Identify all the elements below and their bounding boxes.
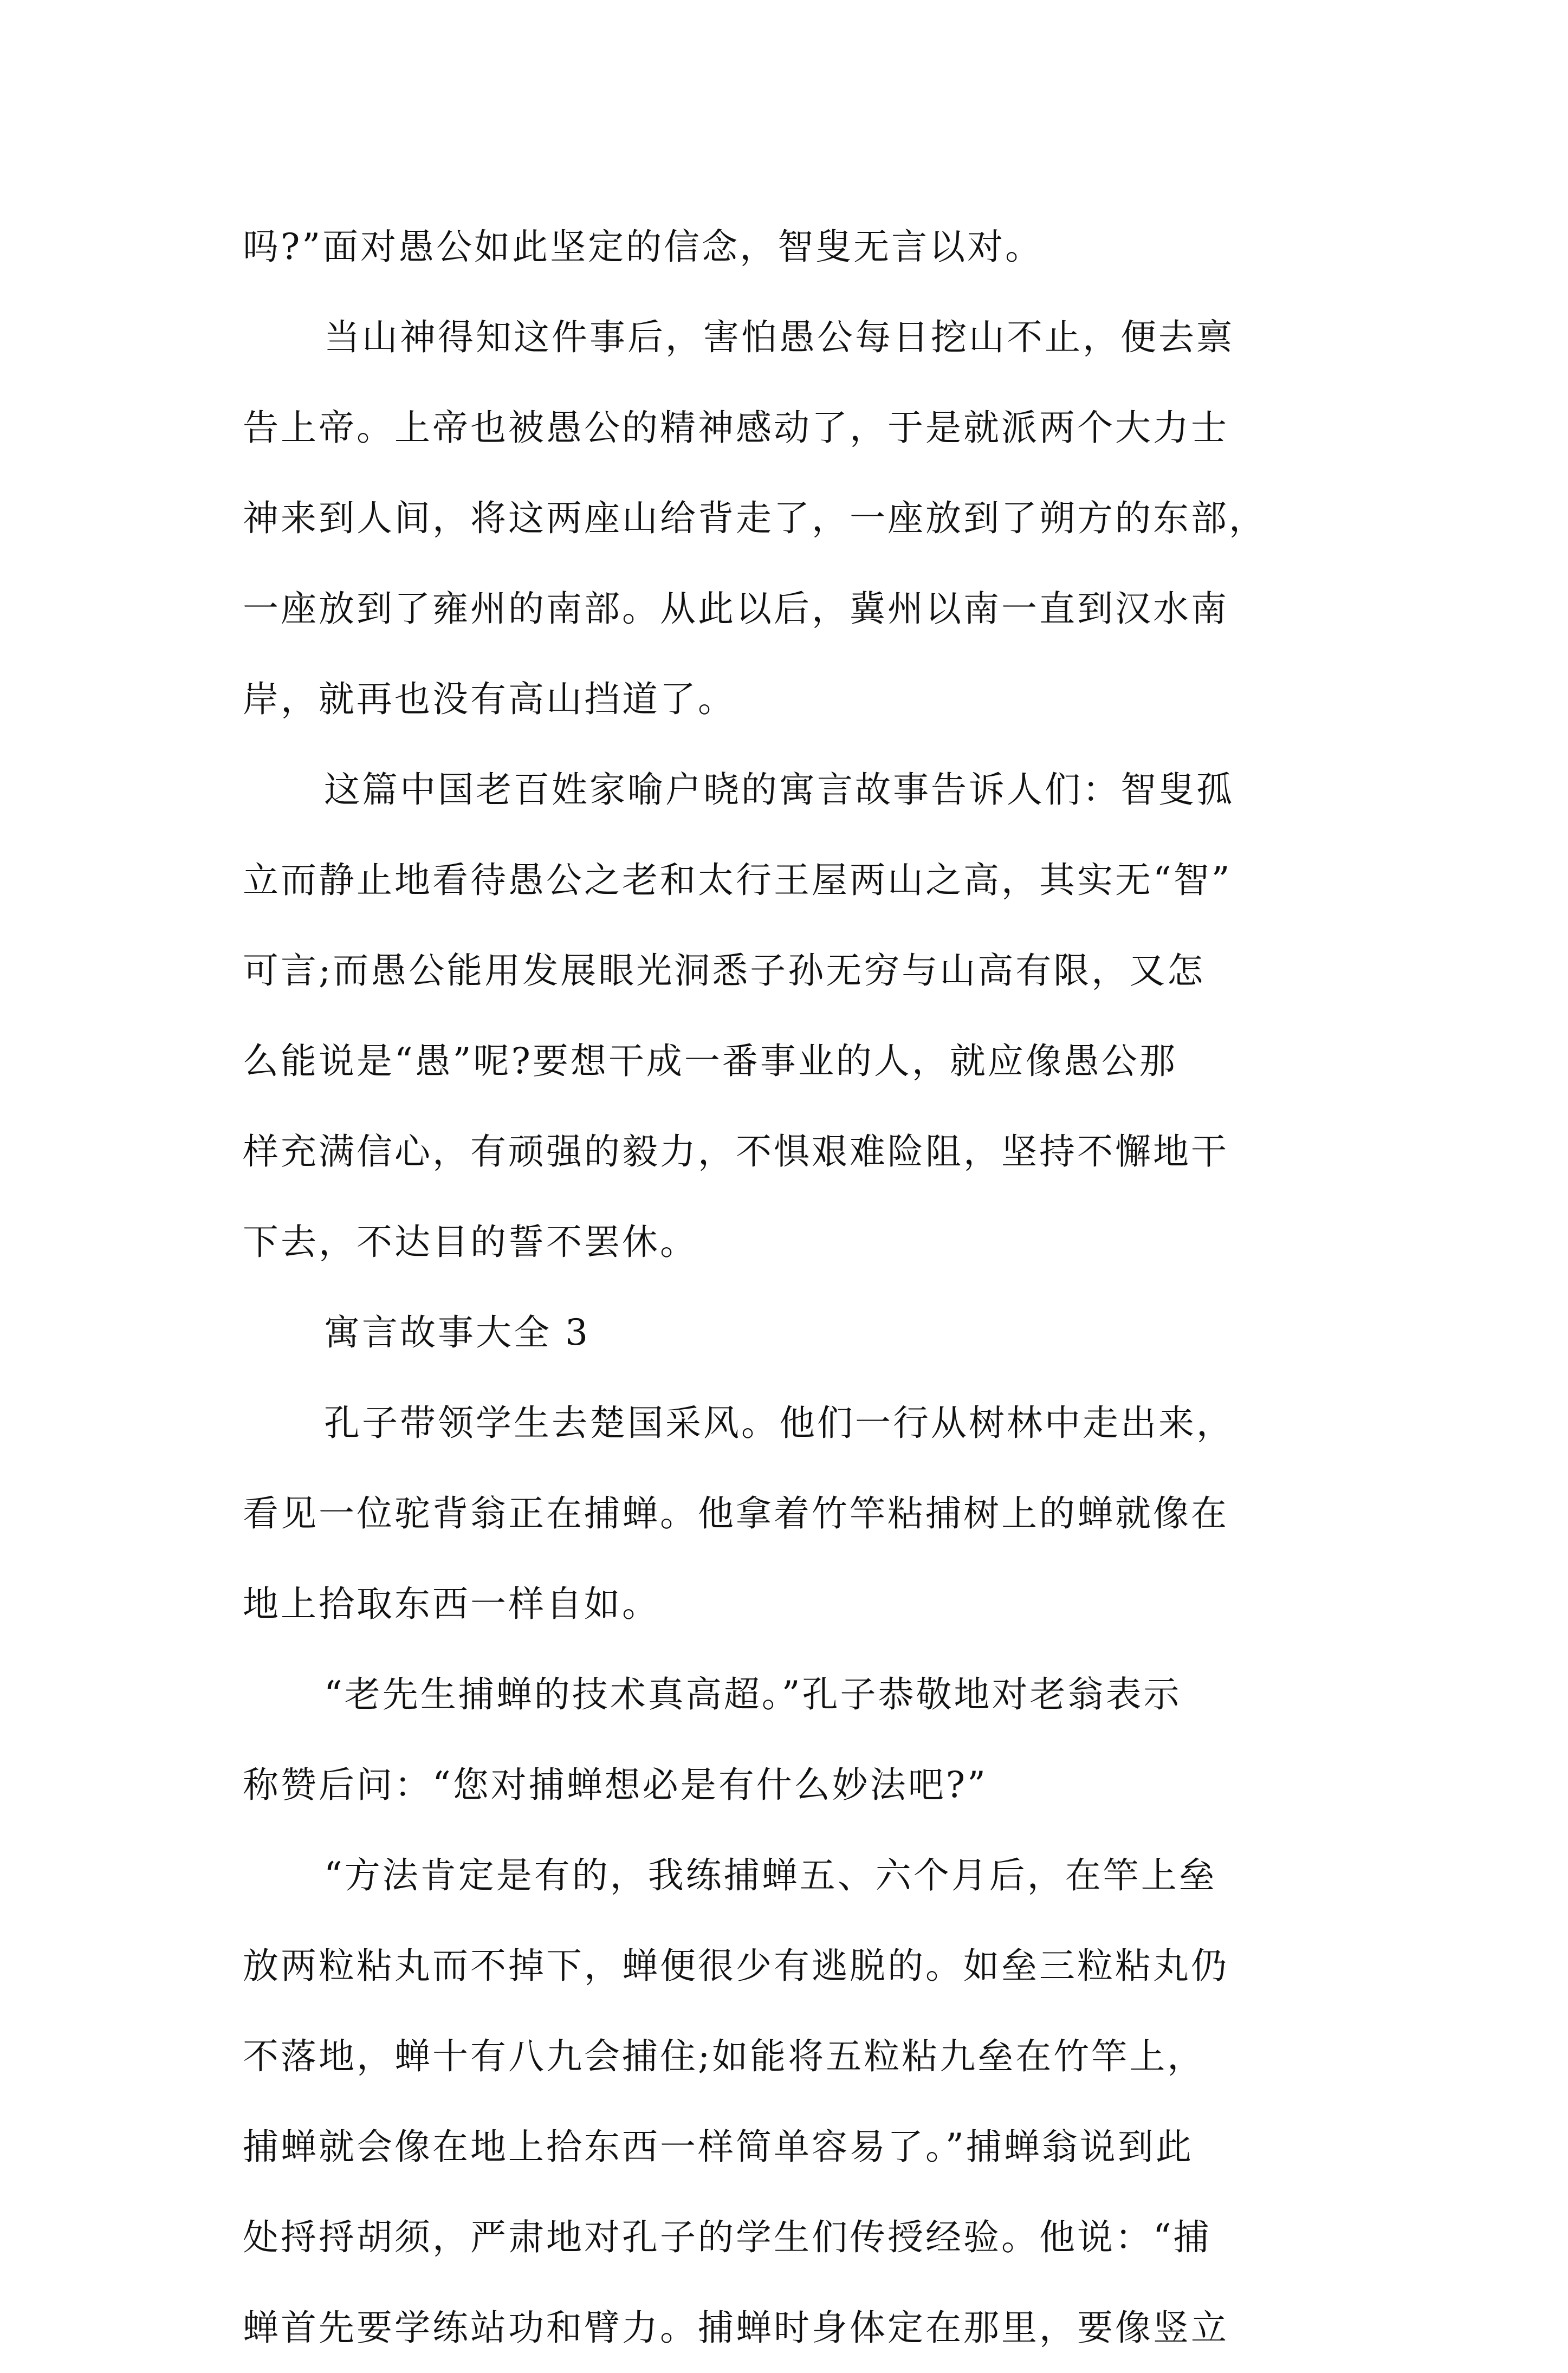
- text-line: 吗?”面对愚公如此坚定的信念，智叟无言以对。: [243, 226, 1044, 268]
- text-line: 么能说是“愚”呢?要想干成一番事业的人，就应像愚公那: [243, 1040, 1177, 1082]
- text-line: 放两粒粘丸而不掉下，蝉便很少有逃脱的。如垒三粒粘丸仍: [243, 1945, 1229, 1987]
- text-line: 处捋捋胡须，严肃地对孔子的学生们传授经验。他说：“捕: [243, 2216, 1211, 2258]
- text-line: 地上拾取东西一样自如。: [243, 1583, 660, 1625]
- text-line: 一座放到了雍州的南部。从此以后，冀州以南一直到汉水南: [243, 588, 1229, 630]
- document-body: [243, 202, 1343, 2373]
- text-line: 样充满信心，有顽强的毅力，不惧艰难险阻，坚持不懈地干: [243, 1131, 1229, 1172]
- text-line: 称赞后问：“您对捕蝉想必是有什么妙法吧?”: [243, 1764, 988, 1806]
- text-line: 可言;而愚公能用发展眼光洞悉子孙无穷与山高有限，又怎: [243, 950, 1206, 991]
- section-heading: 寓言故事大全 3: [324, 1312, 590, 1353]
- text-line: “老先生捕蝉的技术真高超。”孔子恭敬地对老翁表示: [324, 1674, 1182, 1715]
- text-line: 孔子带领学生去楚国采风。他们一行从树林中走出来，: [324, 1402, 1234, 1444]
- text-line: 蝉首先要学练站功和臂力。捕蝉时身体定在那里，要像竖立: [243, 2307, 1229, 2349]
- text-line: 当山神得知这件事后，害怕愚公每日挖山不止，便去禀: [324, 316, 1234, 358]
- text-line: “方法肯定是有的，我练捕蝉五、六个月后，在竿上垒: [324, 1855, 1217, 1896]
- text-line: 神来到人间，将这两座山给背走了，一座放到了朔方的东部，: [243, 497, 1267, 539]
- text-line: 捕蝉就会像在地上拾东西一样简单容易了。”捕蝉翁说到此: [243, 2126, 1194, 2168]
- text-line: 下去，不达目的誓不罢休。: [243, 1221, 698, 1263]
- text-line: 告上帝。上帝也被愚公的精神感动了，于是就派两个大力士: [243, 407, 1229, 449]
- text-line: 岸，就再也没有高山挡道了。: [243, 678, 736, 720]
- text-line: 看见一位驼背翁正在捕蝉。他拿着竹竿粘捕树上的蝉就像在: [243, 1493, 1229, 1534]
- text-line: 不落地，蝉十有八九会捕住;如能将五粒粘九垒在竹竿上，: [243, 2035, 1206, 2077]
- text-line: 这篇中国老百姓家喻户晓的寓言故事告诉人们：智叟孤: [324, 769, 1234, 811]
- text-line: 立而静止地看待愚公之老和太行王屋两山之高，其实无“智”: [243, 859, 1232, 901]
